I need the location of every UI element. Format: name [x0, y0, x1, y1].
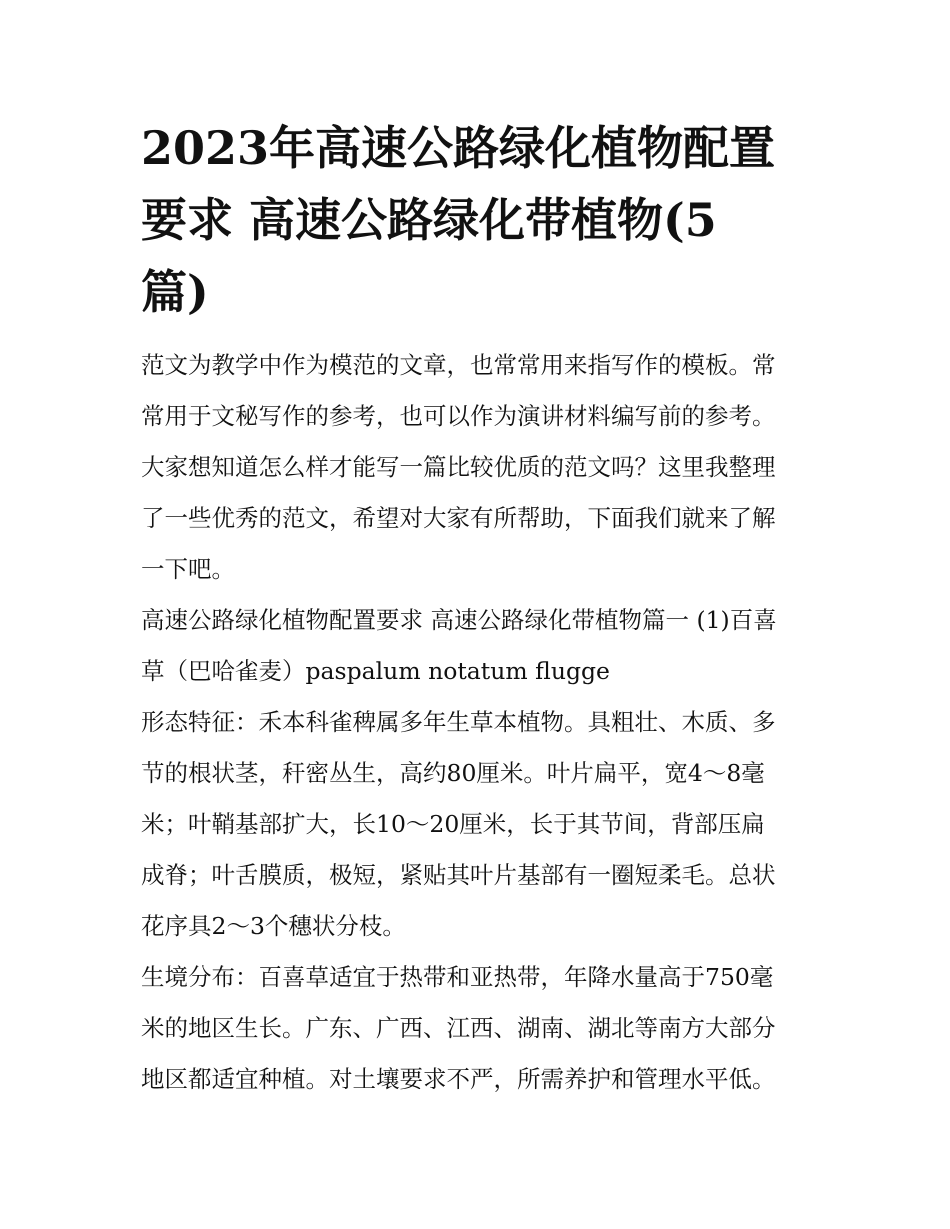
text-line: 形态特征：禾本科雀稗属多年生草本植物。具粗壮、木质、多 [141, 708, 776, 736]
text-line: 米；叶鞘基部扩大，长10～20厘米，长于其节间，背部压扁 [141, 810, 765, 838]
text-line: 花序具2～3个穗状分枝。 [141, 912, 406, 940]
document-title [141, 112, 813, 328]
title-line: 2023年高速公路绿化植物配置 [141, 121, 776, 175]
text-line: 大家想知道怎么样才能写一篇比较优质的范文吗？这里我整理 [141, 453, 776, 481]
text-line: 米的地区生长。广东、广西、江西、湖南、湖北等南方大部分 [141, 1014, 776, 1042]
text-line: 生境分布：百喜草适宜于热带和亚热带，年降水量高于750毫 [141, 963, 774, 991]
text-line: 高速公路绿化植物配置要求 高速公路绿化带植物篇一 (1)百喜 [141, 606, 777, 634]
intro-paragraph [141, 340, 813, 595]
morphology-paragraph [141, 697, 813, 952]
title-line: 篇) [141, 265, 209, 319]
text-line: 一下吧。 [141, 555, 235, 583]
title-line: 要求 高速公路绿化带植物(5 [141, 193, 717, 247]
text-line: 常用于文秘写作的参考，也可以作为演讲材料编写前的参考。 [141, 402, 776, 430]
section-heading-paragraph [141, 595, 813, 697]
text-line: 草（巴哈雀麦）paspalum notatum flugge [141, 657, 610, 685]
text-line: 成脊；叶舌膜质，极短，紧贴其叶片基部有一圈短柔毛。总状 [141, 861, 776, 889]
text-line: 范文为教学中作为模范的文章，也常常用来指写作的模板。常 [141, 351, 776, 379]
document-page [141, 112, 813, 1105]
text-line: 了一些优秀的范文，希望对大家有所帮助，下面我们就来了解 [141, 504, 776, 532]
habitat-paragraph [141, 952, 813, 1105]
text-line: 地区都适宜种植。对土壤要求不严，所需养护和管理水平低。 [141, 1065, 776, 1093]
text-line: 节的根状茎，秆密丛生，高约80厘米。叶片扁平，宽4～8毫 [141, 759, 765, 787]
